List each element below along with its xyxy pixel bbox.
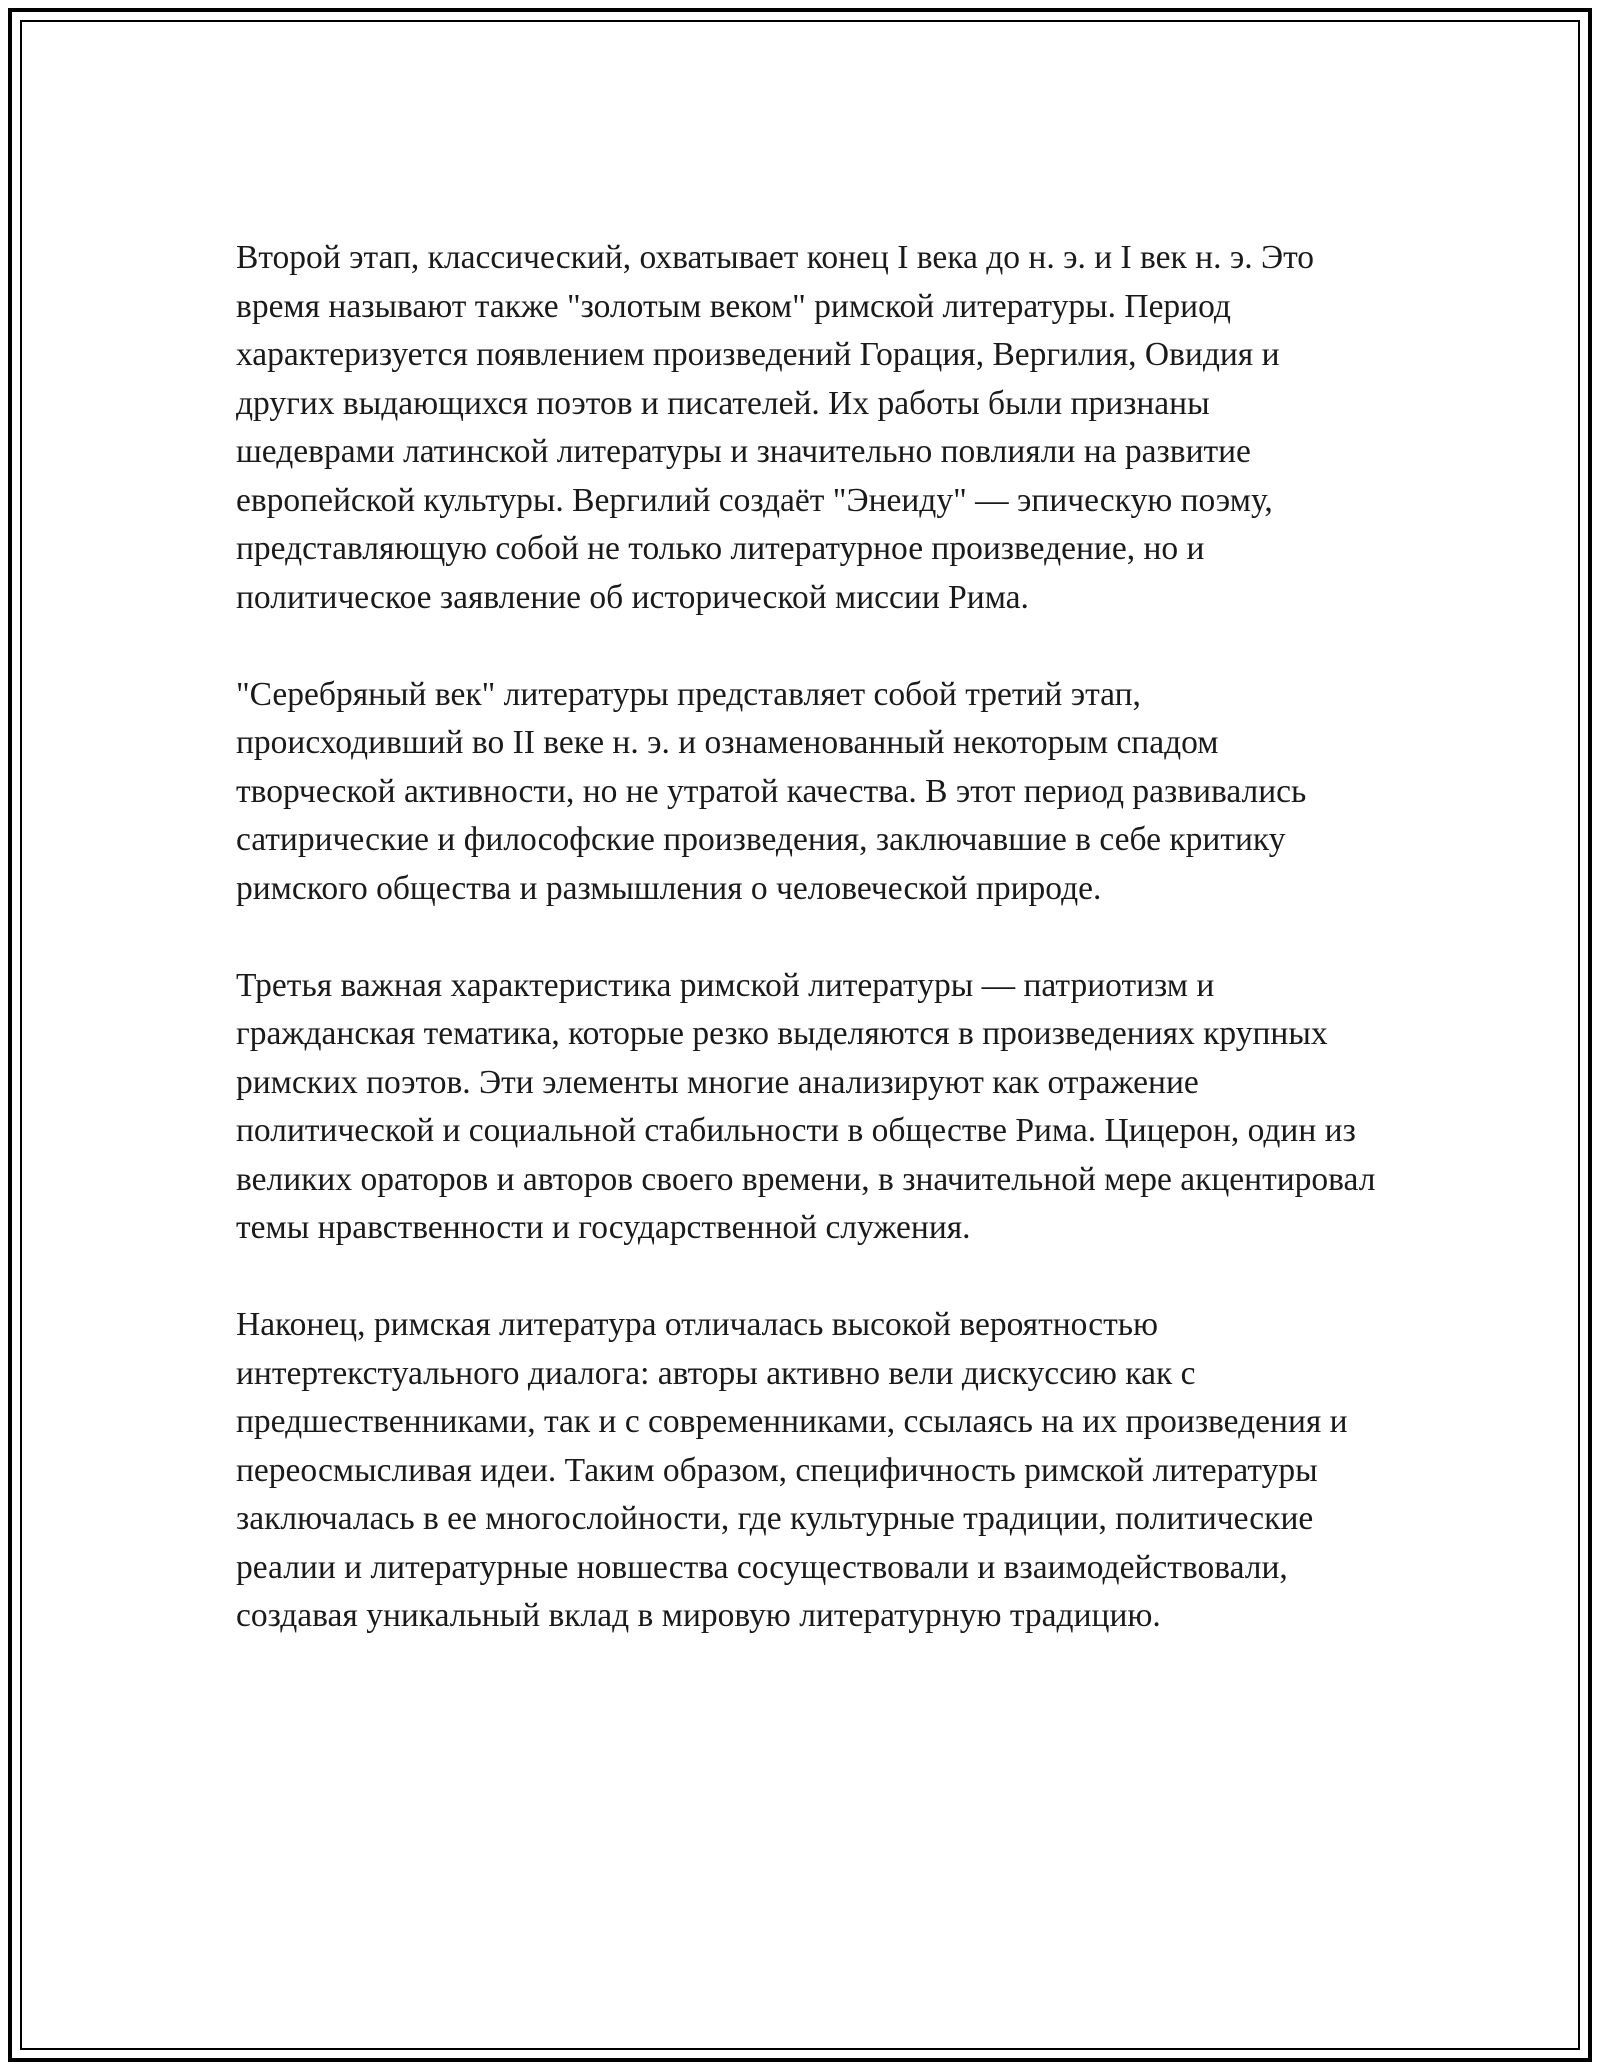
- paragraph-1: Второй этап, классический, охватывает конец I века до н. э. и I век н. э. Это время называют также "золотым веком" римской литературы. Период характеризуется появлением произведений Горация, Вергилия, Овидия и других выдающихся поэтов и писателей. Их работы были признаны шедеврами латинской литературы и значительно повлияли на развитие европейской культуры. Вергилий создаёт "Энеиду" — эпическую поэму, представляющую собой не только литературное произведение, но и политическое заявление об исторической миссии Рима.: [236, 239, 1315, 616]
- paragraph-3: Третья важная характеристика римской литературы — патриотизм и гражданская тематика, которые резко выделяются в произведениях крупных римских поэтов. Эти элементы многие анализируют как отражение политической и социальной стабильности в обществе Рима. Цицерон, один из великих ораторов и авторов своего времени, в значительной мере акцентировал темы нравственности и государственной служения.: [236, 966, 1376, 1246]
- paragraph-4: Наконец, римская литература отличалась высокой вероятностью интертекстуального диалога: авторы активно вели дискуссию как с предшественниками, так и с современниками, ссылаясь на их произведения и переосмысливая идеи. Таким образом, специфичность римской литературы заключалась в ее многослойности, где культурные традиции, политические реалии и литературные новшества сосуществовали и взаимодействовали, создавая уникальный вклад в мировую литературную традицию.: [236, 1306, 1348, 1634]
- paragraph-2: "Серебряный век" литературы представляет собой третий этап, происходивший во II веке н. э. и ознаменованный некоторым спадом творческой активности, но не утратой качества. В этот период развивались сатирические и философские произведения, заключавшие в себе критику римского общества и размышления о человеческой природе.: [236, 675, 1307, 907]
- document-body: [236, 234, 1376, 1641]
